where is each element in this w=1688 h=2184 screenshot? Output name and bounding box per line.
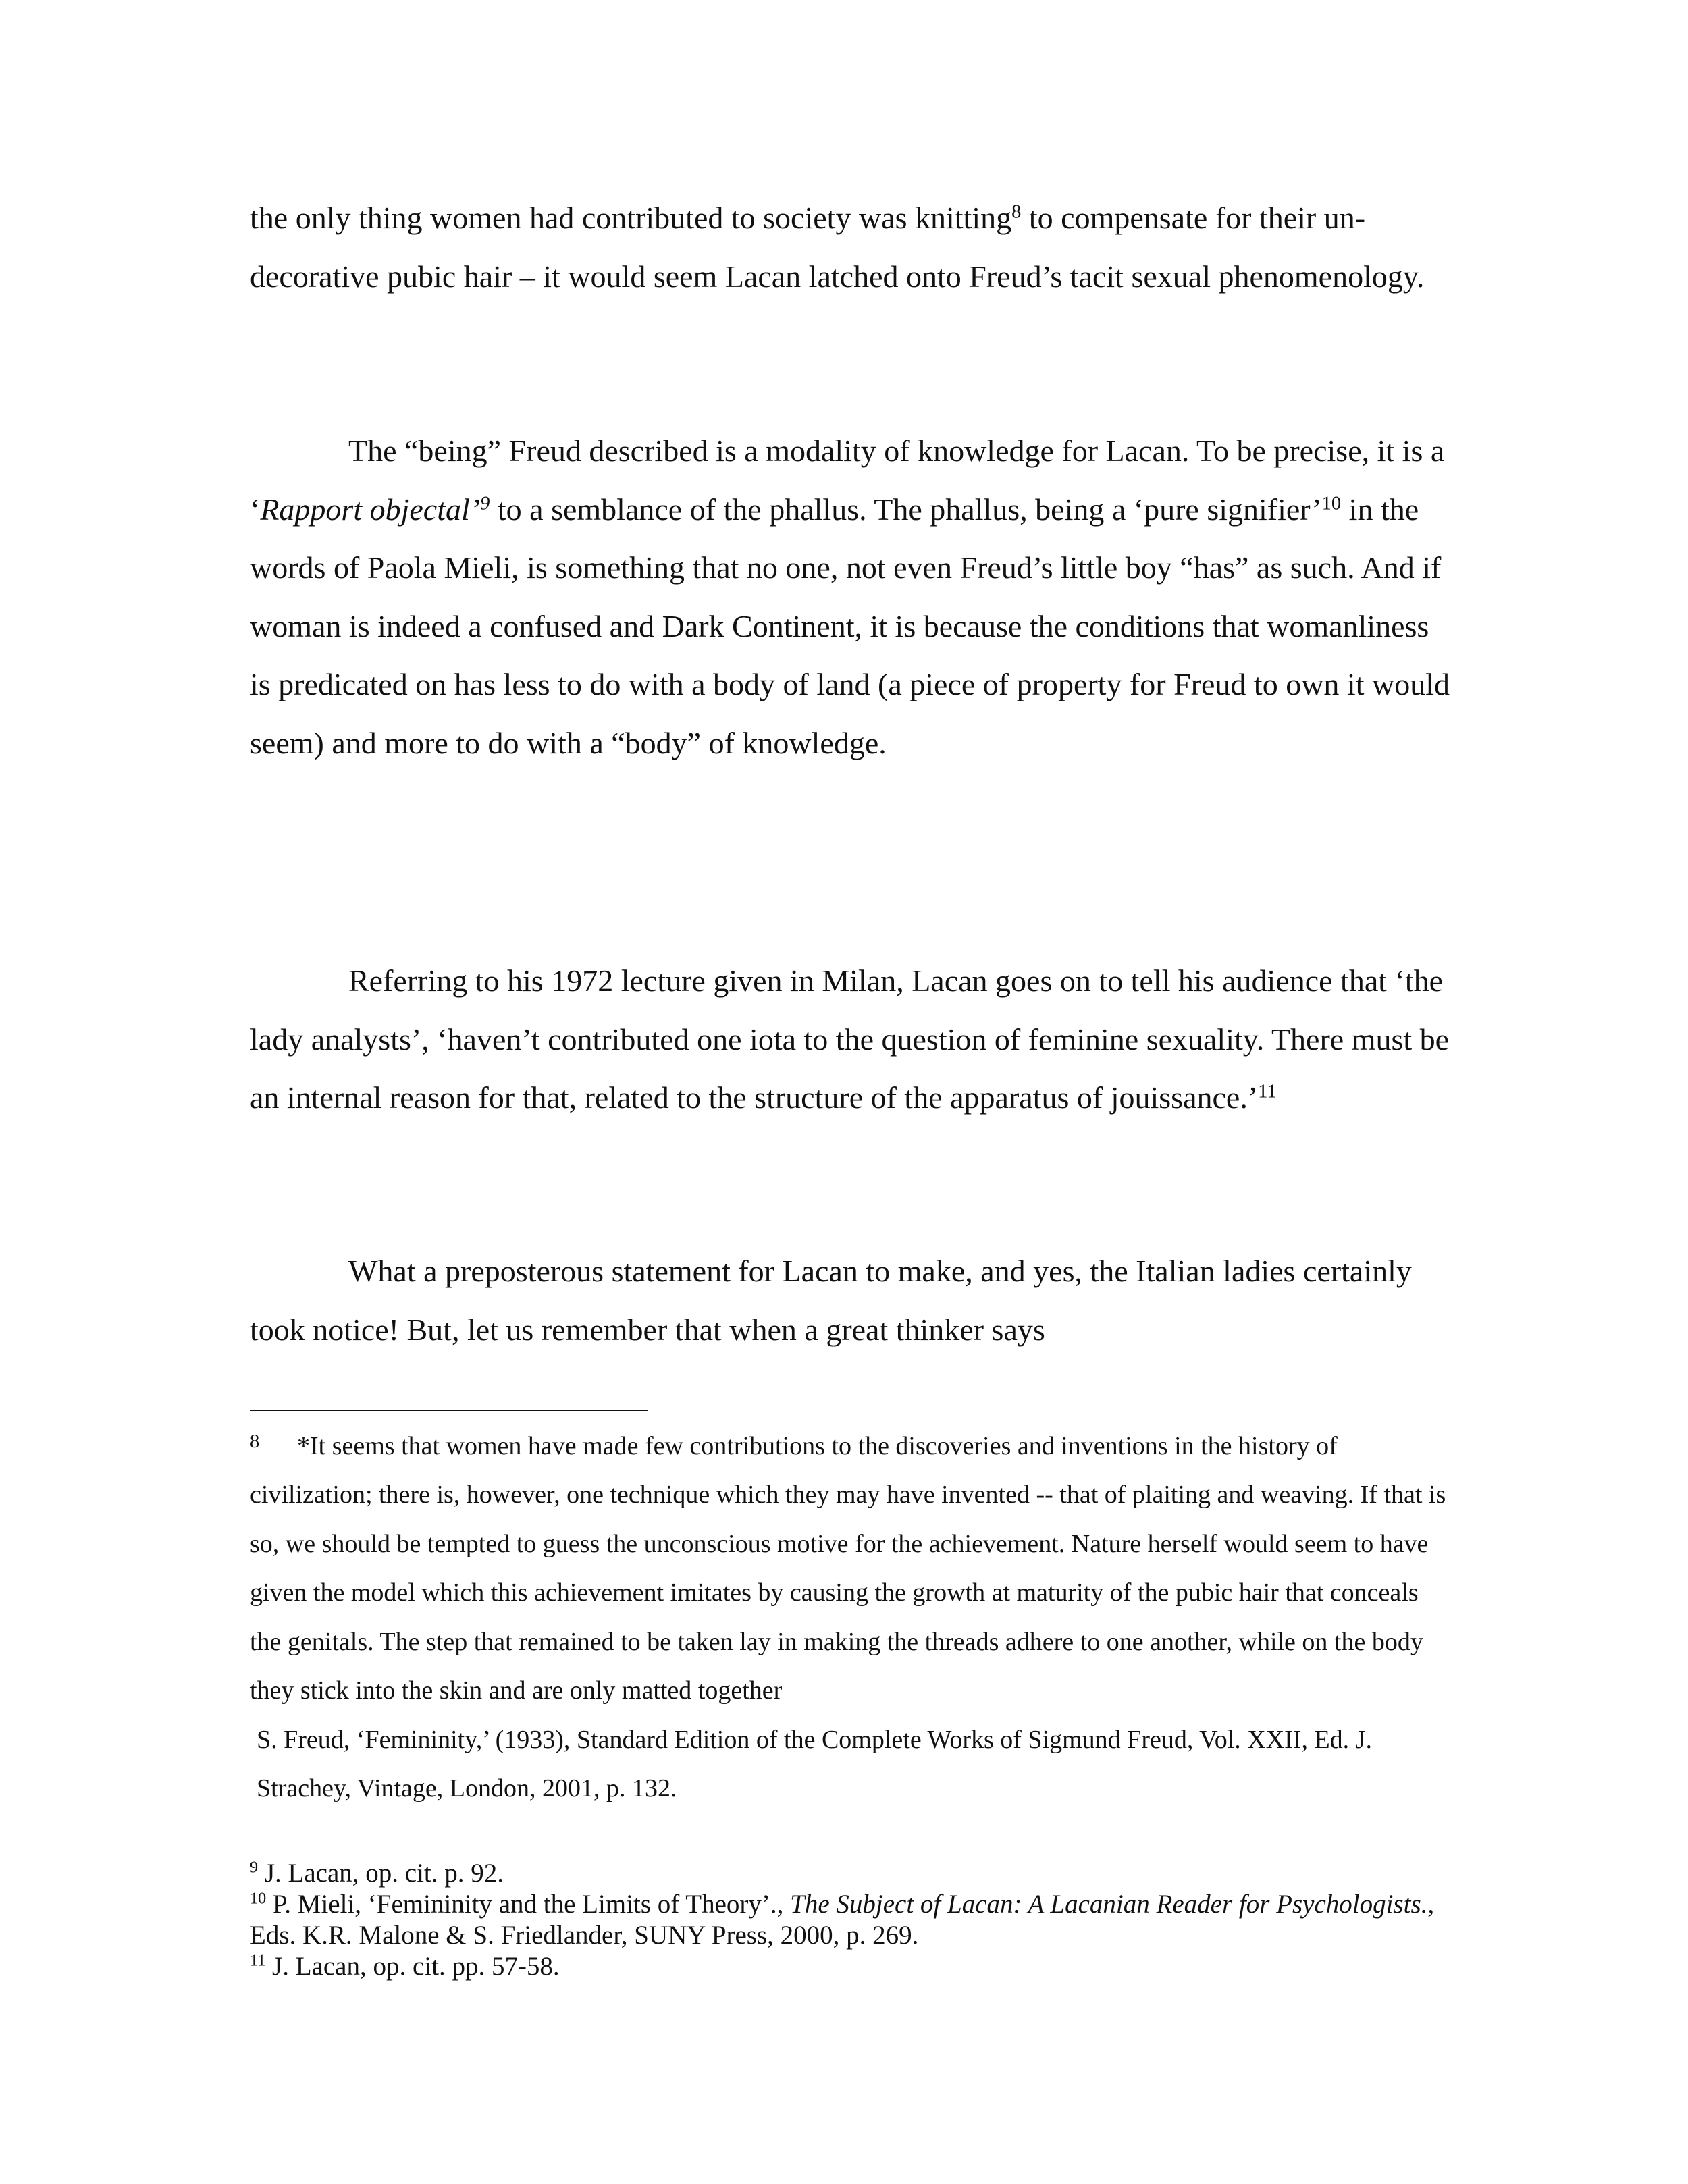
paragraph-text: Referring to his 1972 lecture given in Milan, Lacan goes on to tell his audience that ‘the lady analysts’, ‘haven’t contributed one iota to the question of feminine sexuality. There must be an internal reason for that, related to the structure of the apparatus of jouissance.’: [250, 963, 1450, 1115]
paragraph-3: [250, 952, 1452, 1127]
footnote-mark: 11: [250, 1951, 266, 1970]
paragraph-text: to a semblance of the phallus. The phallus, being a ‘pure signifier’: [490, 491, 1322, 527]
footnote-text: J. Lacan, op. cit. pp. 57-58.: [265, 1952, 560, 1981]
paragraph-text: in the words of Paola Mieli, is something that no one, not even Freud’s little boy “has” as such. And if woman is indeed a confused and Dark Continent, it is because the conditions that womanliness is predicated on has less to do with a body of land (a piece of property for Freud to own it would seem) and more to do with a “body” of knowledge.: [250, 491, 1450, 760]
footnote-book-title: The Subject of Lacan: A Lacanian Reader for Psychologists.,: [783, 1890, 1435, 1919]
footnotes-list: [250, 1858, 1452, 1982]
footnote-source: S. Freud, ‘Femininity,’ (1933), Standard Edition of the Complete Works of Sigmund Freud, Vol. XXII, Ed. J. Strachey, Vintage, London, 2001, p. 132.: [257, 1725, 1372, 1803]
paragraph-1: [250, 189, 1452, 306]
footnote-mark: 8: [250, 1431, 260, 1452]
paragraph-text: to compensate for their un-decorative pubic hair – it would seem Lacan latched onto Freud’s tacit sexual phenomenology.: [250, 201, 1425, 294]
footnote-ref-9[interactable]: 9: [480, 492, 490, 514]
footnote-ref-8[interactable]: 8: [1011, 201, 1022, 223]
footnote-8: [250, 1418, 1452, 1813]
footnote-ref-11[interactable]: 11: [1258, 1081, 1277, 1102]
paragraph-text: the only thing women had contributed to society was knitting: [250, 201, 1012, 235]
footnote-separator: [250, 1410, 648, 1411]
footnote-text: P. Mieli, ‘Femininity and the Limits of Theory’.,: [266, 1890, 784, 1919]
paragraph-4: [250, 1242, 1452, 1359]
footnote-mark: 10: [250, 1889, 267, 1908]
footnote-11: [250, 1951, 1452, 1982]
paragraph-text: What a preposterous statement for Lacan to make, and yes, the Italian ladies certainly took notice! But, let us remember that when a great thinker says: [250, 1254, 1412, 1347]
italic-term: Rapport objectal’: [260, 491, 481, 527]
paragraph-text: The “being” Freud described is a modality of knowledge for Lacan. To be precise, it is a ‘: [250, 433, 1445, 527]
footnote-text: J. Lacan, op. cit. p. 92.: [258, 1859, 504, 1888]
footnote-mark: 9: [250, 1858, 259, 1877]
paragraph-2: [250, 422, 1452, 772]
footnote-text: Eds. K.R. Malone & S. Friedlander, SUNY Press, 2000, p. 269.: [250, 1921, 919, 1950]
footnote-9: [250, 1858, 1452, 1889]
footnote-ref-10[interactable]: 10: [1321, 492, 1342, 514]
footnote-10: [250, 1889, 1452, 1951]
footnote-text: *It seems that women have made few contributions to the discoveries and inventions in the history of civilization; there is, however, one technique which they may have invented -- that of plaiting and weaving. If that is so, we should be tempted to guess the unconscious motive for the achievement. Nature herself would seem to have given the model which this achievement imitates by causing the growth at maturity of the pubic hair that conceals the genitals. The step that remained to be taken lay in making the threads adhere to one another, while on the body they stick into the skin and are only matted together: [250, 1431, 1446, 1705]
